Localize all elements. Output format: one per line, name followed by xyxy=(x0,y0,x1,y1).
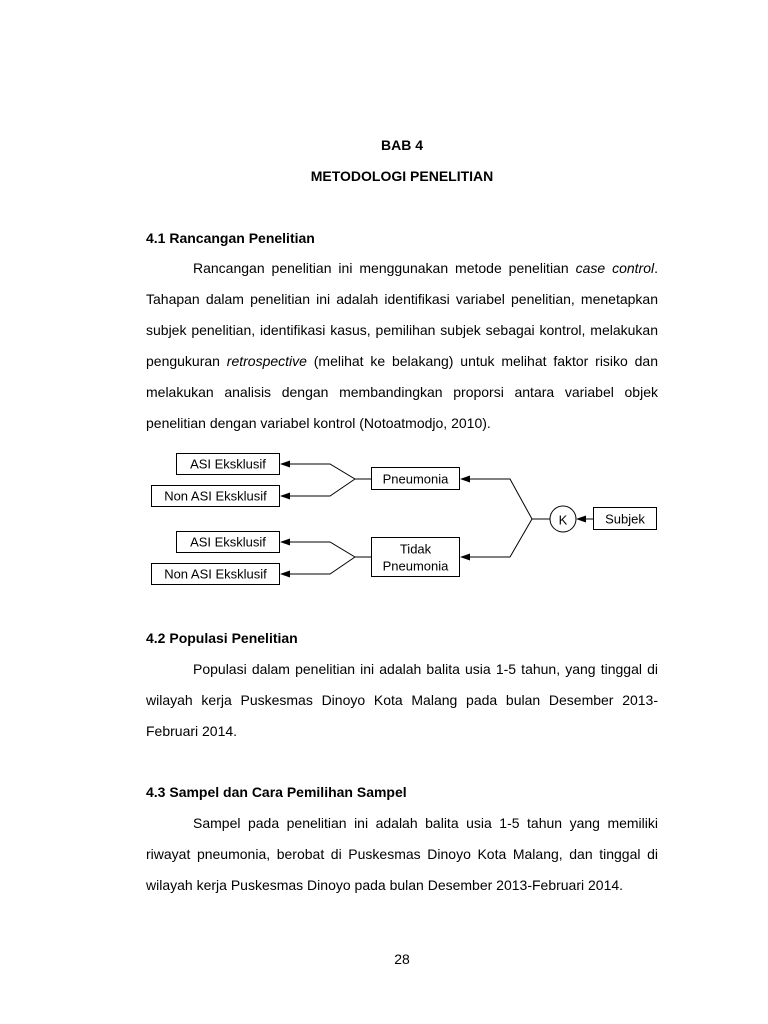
paragraph-line xyxy=(146,284,658,315)
split-line-to-case xyxy=(469,479,550,519)
text-run: wilayah kerja Puskesmas Dinoyo Kota Malang pada bulan Desember 2013- xyxy=(146,692,658,708)
control-outcome-label-line-1: Tidak xyxy=(399,541,432,557)
section-heading-4-1: 4.1 Rancangan Penelitian xyxy=(146,230,315,246)
split-line-to-control xyxy=(469,519,532,557)
text-run: subjek penelitian, identifikasi kasus, pemilihan subjek sebagai kontrol, melakukan xyxy=(146,322,658,338)
section-paragraph-4-2 xyxy=(146,654,658,747)
arrowhead-icon xyxy=(280,571,290,578)
chapter-label: BAB 4 xyxy=(380,137,423,153)
text-run: Februari 2014. xyxy=(146,723,238,739)
control-exposure-label-non-asi: Non ASI Eksklusif xyxy=(164,566,267,582)
control-branch-line-asi xyxy=(289,542,371,557)
paragraph-line xyxy=(146,654,658,685)
arrowhead-icon xyxy=(460,476,470,483)
subject-label: Subjek xyxy=(605,511,645,527)
node-label: K xyxy=(558,512,568,528)
paragraph-line xyxy=(146,808,658,839)
case-outcome-label: Pneumonia xyxy=(382,471,449,487)
text-run: (melihat ke belakang) untuk melihat faktor risiko dan xyxy=(306,353,659,369)
control-branch-line-non-asi xyxy=(289,557,355,574)
arrowhead-icon xyxy=(280,539,290,546)
case-branch-line-asi xyxy=(289,464,371,479)
chapter-title: METODOLOGI PENELITIAN xyxy=(310,168,494,184)
text-run: Tahapan dalam penelitian ini adalah identifikasi variabel penelitian, menetapkan xyxy=(146,291,658,307)
paragraph-line xyxy=(146,377,658,408)
control-exposure-label-asi: ASI Eksklusif xyxy=(190,534,266,550)
text-run: Rancangan penelitian ini menggunakan metode penelitian xyxy=(193,260,576,276)
paragraph-line xyxy=(146,685,658,716)
page-number: 28 xyxy=(394,951,410,967)
text-run: wilayah kerja Puskesmas Dinoyo pada bulan Desember 2013-Februari 2014. xyxy=(146,877,624,893)
section-heading-4-2: 4.2 Populasi Penelitian xyxy=(146,630,298,646)
text-run: melakukan analisis dengan membandingkan proporsi antara variabel objek xyxy=(146,384,658,400)
text-run: . xyxy=(654,260,658,276)
paragraph-line xyxy=(146,253,658,284)
text-run: Populasi dalam penelitian ini adalah balita usia 1-5 tahun, yang tinggal di xyxy=(193,661,658,677)
section-heading-4-3: 4.3 Sampel dan Cara Pemilihan Sampel xyxy=(146,784,407,800)
text-run: penelitian dengan variabel kontrol (Notoatmodjo, 2010). xyxy=(146,415,491,431)
italic-term: case control xyxy=(575,260,655,276)
text-run: Sampel pada penelitian ini adalah balita usia 1-5 tahun yang memiliki xyxy=(193,815,658,831)
paragraph-line xyxy=(146,408,658,439)
arrowhead-icon xyxy=(576,516,586,523)
section-paragraph-4-3 xyxy=(146,808,658,901)
paragraph-line xyxy=(146,346,658,377)
section-paragraph-4-1 xyxy=(146,253,658,439)
text-run: pengukuran xyxy=(146,353,227,369)
case-control-diagram xyxy=(140,445,670,595)
case-exposure-label-non-asi: Non ASI Eksklusif xyxy=(164,488,267,504)
paragraph-line xyxy=(146,870,658,901)
case-exposure-label-asi: ASI Eksklusif xyxy=(190,456,266,472)
text-run: riwayat pneumonia, berobat di Puskesmas Dinoyo Kota Malang, dan tinggal di xyxy=(146,846,658,862)
case-branch-line-non-asi xyxy=(289,479,355,496)
paragraph-line xyxy=(146,839,658,870)
arrowhead-icon xyxy=(280,461,290,468)
paragraph-line xyxy=(146,315,658,346)
arrowhead-icon xyxy=(460,554,470,561)
italic-term: retrospective xyxy=(226,353,307,369)
paragraph-line xyxy=(146,716,658,747)
control-outcome-label-line-2: Pneumonia xyxy=(382,558,449,574)
arrowhead-icon xyxy=(280,493,290,500)
